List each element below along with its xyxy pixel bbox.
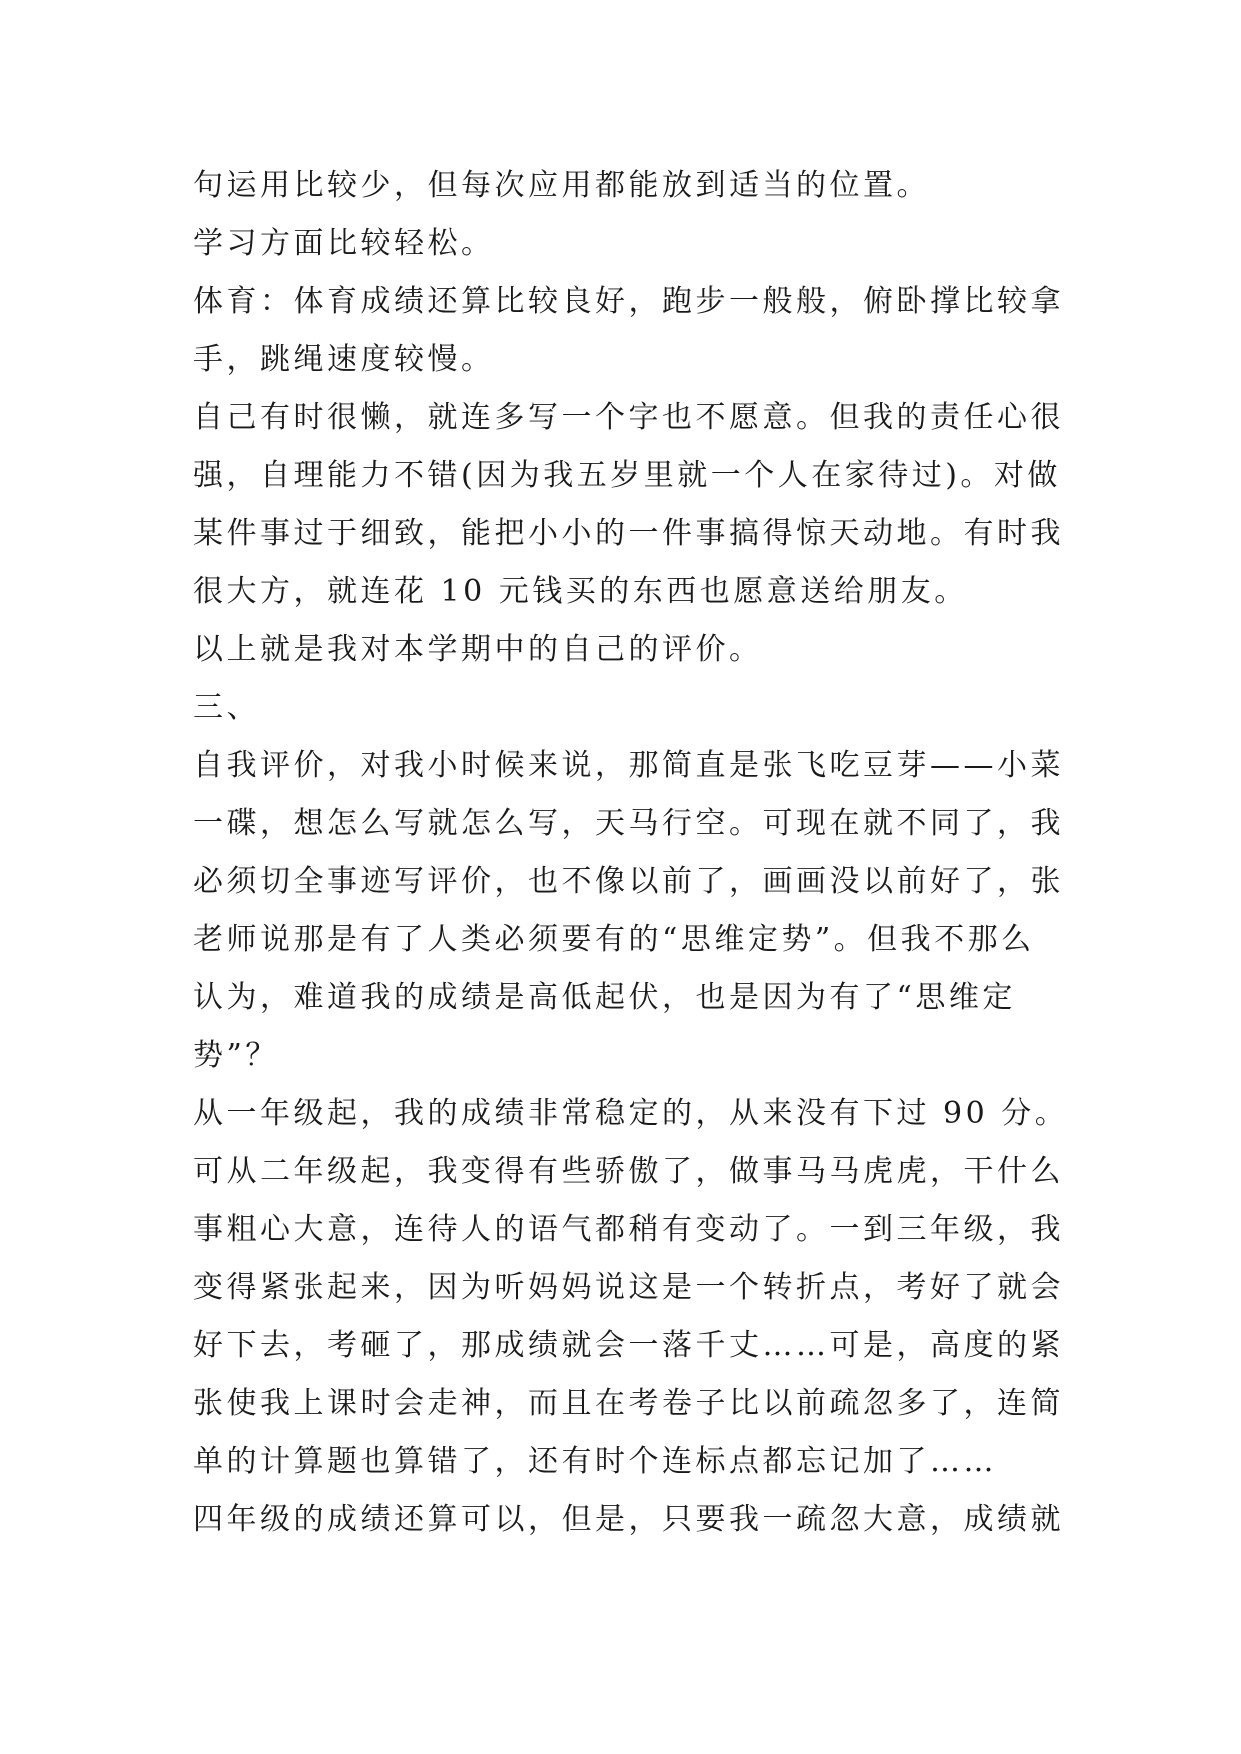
text-line: 单的计算题也算错了，还有时个连标点都忘记加了…… xyxy=(193,1444,997,1479)
text-line: 老师说那是有了人类必须要有的“思维定势”。但我不那么 xyxy=(193,922,1035,957)
text-line: 好下去，考砸了，那成绩就会一落千丈……可是，高度的紧 xyxy=(193,1328,1064,1363)
body-text xyxy=(193,157,1069,1549)
text-line: 从一年级起，我的成绩非常稳定的，从来没有下过 90 分。 xyxy=(193,1096,1069,1131)
text-line: 体育：体育成绩还算比较良好，跑步一般般，俯卧撑比较拿 xyxy=(193,284,1064,319)
text-line: 某件事过于细致，能把小小的一件事搞得惊天动地。有时我 xyxy=(193,516,1064,551)
text-line: 强，自理能力不错(因为我五岁里就一个人在家待过)。对做 xyxy=(193,458,1061,493)
text-line: 张使我上课时会走神，而且在考卷子比以前疏忽多了，连简 xyxy=(193,1386,1064,1421)
text-line: 一碟，想怎么写就怎么写，天马行空。可现在就不同了，我 xyxy=(193,806,1064,841)
text-line: 手，跳绳速度较慢。 xyxy=(193,342,495,377)
text-line: 认为，难道我的成绩是高低起伏，也是因为有了“思维定 xyxy=(193,980,1016,1015)
text-line: 自我评价，对我小时候来说，那简直是张飞吃豆芽——小菜 xyxy=(193,748,1064,783)
text-line: 必须切全事迹写评价，也不像以前了，画画没以前好了，张 xyxy=(193,864,1064,899)
text-line: 可从二年级起，我变得有些骄傲了，做事马马虎虎，干什么 xyxy=(193,1154,1064,1189)
text-line: 自己有时很懒，就连多写一个字也不愿意。但我的责任心很 xyxy=(193,400,1064,435)
text-line: 变得紧张起来，因为听妈妈说这是一个转折点，考好了就会 xyxy=(193,1270,1064,1305)
text-line: 四年级的成绩还算可以，但是，只要我一疏忽大意，成绩就 xyxy=(193,1502,1064,1537)
text-line: 学习方面比较轻松。 xyxy=(193,226,495,261)
section-heading: 三、 xyxy=(193,690,260,725)
text-line: 以上就是我对本学期中的自己的评价。 xyxy=(193,632,763,667)
text-line: 事粗心大意，连待人的语气都稍有变动了。一到三年级，我 xyxy=(193,1212,1064,1247)
text-line: 势”？ xyxy=(193,1038,279,1073)
text-line: 很大方，就连花 10 元钱买的东西也愿意送给朋友。 xyxy=(193,574,968,609)
text-line: 句运用比较少，但每次应用都能放到适当的位置。 xyxy=(193,168,930,203)
